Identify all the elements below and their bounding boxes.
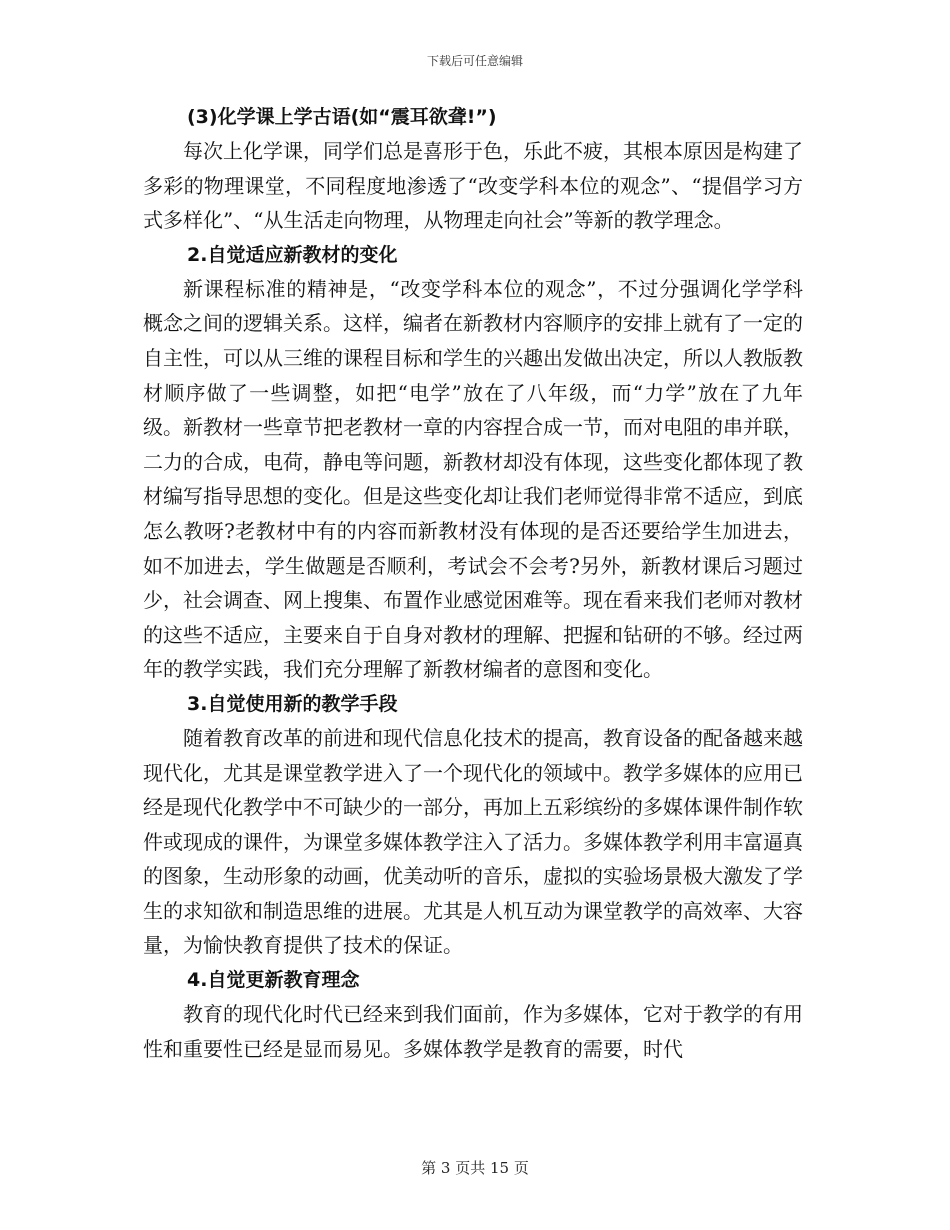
section-heading-chemistry-idioms: (3)化学课上学古语(如“震耳欲聋!”) xyxy=(187,106,497,128)
page-header: 下载后可任意编辑 xyxy=(426,54,523,68)
page-number-footer: 第 3 页共 15 页 xyxy=(421,1159,529,1177)
section-heading-new-textbook: 2.自觉适应新教材的变化 xyxy=(187,243,398,266)
section-heading-teaching-methods: 3.自觉使用新的教学手段 xyxy=(187,692,398,715)
section-paragraph-teaching-methods: 随着教育改革的前进和现代信息化技术的提高，教育设备的配备越来越现代化，尤其是课堂教学进入了一个现代化的领域中。教学多媒体的应用已经是现代化教学中不可缺少的一部分，再加上五彩缤纷的多媒体课件制作软件或现成的课件，为课堂多媒体教学注入了活力。多媒体教学利用丰富逼真的图象，生动形象的动画，优美动听的音乐，虚拟的实验场景极大激发了学生的求知欲和制造思维的进展。尤其是人机互动为课堂教学的高效率、大容量，为愉快教育提供了技术的保证。 xyxy=(143,725,803,958)
section-paragraph-new-textbook: 新课程标准的精神是，“改变学科本位的观念”，不过分强调化学学科概念之间的逻辑关系。这样，编者在新教材内容顺序的安排上就有了一定的自主性，可以从三维的课程目标和学生的兴趣出发做出决定，所以人教版教材顺序做了一些调整，如把“电学”放在了八年级，而“力学”放在了九年级。新教材一些章节把老教材一章的内容捏合成一节，而对电阻的串并联，二力的合成，电荷，静电等问题，新教材却没有体现，这些变化都体现了教材编写指导思想的变化。但是这些变化却让我们老师觉得非常不适应，到底怎么教呀?老教材中有的内容而新教材没有体现的是否还要给学生加进去，如不加进去，学生做题是否顺利，考试会不会考?另外，新教材课后习题过少，社会调查、网上搜集、布置作业感觉困难等。现在看来我们老师对教材的这些不适应，主要来自于自身对教材的理解、把握和钻研的不够。经过两年的教学实践，我们充分理解了新教材编者的意图和变化。 xyxy=(143,276,803,682)
section-paragraph-education-concept: 教育的现代化时代已经来到我们面前，作为多媒体，它对于教学的有用性和重要性已经是显而易见。多媒体教学是教育的需要，时代 xyxy=(143,1002,803,1061)
section-paragraph-chemistry-idioms: 每次上化学课，同学们总是喜形于色，乐此不疲，其根本原因是构建了多彩的物理课堂，不同程度地渗透了“改变学科本位的观念”、“提倡学习方式多样化”、“从生活走向物理，从物理走向社会”等新的教学理念。 xyxy=(143,139,803,233)
section-heading-education-concept: 4.自觉更新教育理念 xyxy=(187,969,360,992)
document-body xyxy=(143,100,803,1066)
